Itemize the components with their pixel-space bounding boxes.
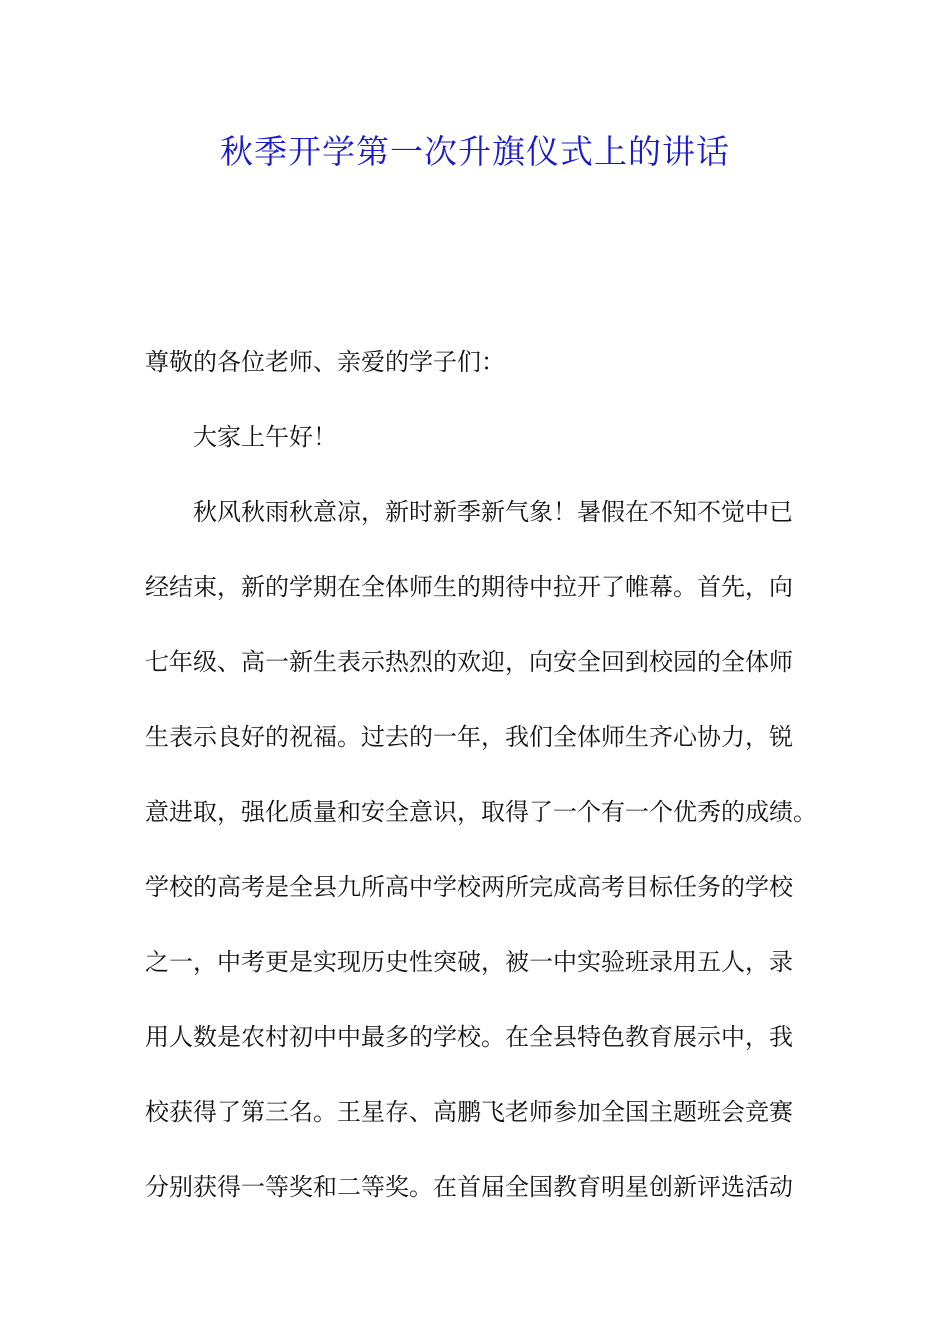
paragraph-line: 秋风秋雨秋意凉，新时新季新气象！暑假在不知不觉中已 xyxy=(193,498,793,526)
paragraph-line: 分别获得一等奖和二等奖。在首届全国教育明星创新评选活动 xyxy=(145,1173,793,1201)
paragraph-line: 学校的高考是全县九所高中学校两所完成高考目标任务的学校 xyxy=(145,873,793,901)
greeting-line: 大家上午好！ xyxy=(193,423,337,451)
paragraph-line: 校获得了第三名。王星存、高鹏飞老师参加全国主题班会竞赛 xyxy=(145,1098,793,1126)
salutation-line: 尊敬的各位老师、亲爱的学子们： xyxy=(145,348,505,376)
speech-body xyxy=(145,342,815,1242)
paragraph-line: 生表示良好的祝福。过去的一年，我们全体师生齐心协力，锐 xyxy=(145,723,793,751)
paragraph-line: 意进取，强化质量和安全意识，取得了一个有一个优秀的成绩。 xyxy=(145,798,817,826)
paragraph-line: 用人数是农村初中中最多的学校。在全县特色教育展示中，我 xyxy=(145,1023,793,1051)
paragraph-line: 之一，中考更是实现历史性突破，被一中实验班录用五人，录 xyxy=(145,948,793,976)
document-title: 秋季开学第一次升旗仪式上的讲话 xyxy=(220,132,730,171)
paragraph-line: 七年级、高一新生表示热烈的欢迎，向安全回到校园的全体师 xyxy=(145,648,793,676)
paragraph-line: 经结束，新的学期在全体师生的期待中拉开了帷幕。首先，向 xyxy=(145,573,793,601)
